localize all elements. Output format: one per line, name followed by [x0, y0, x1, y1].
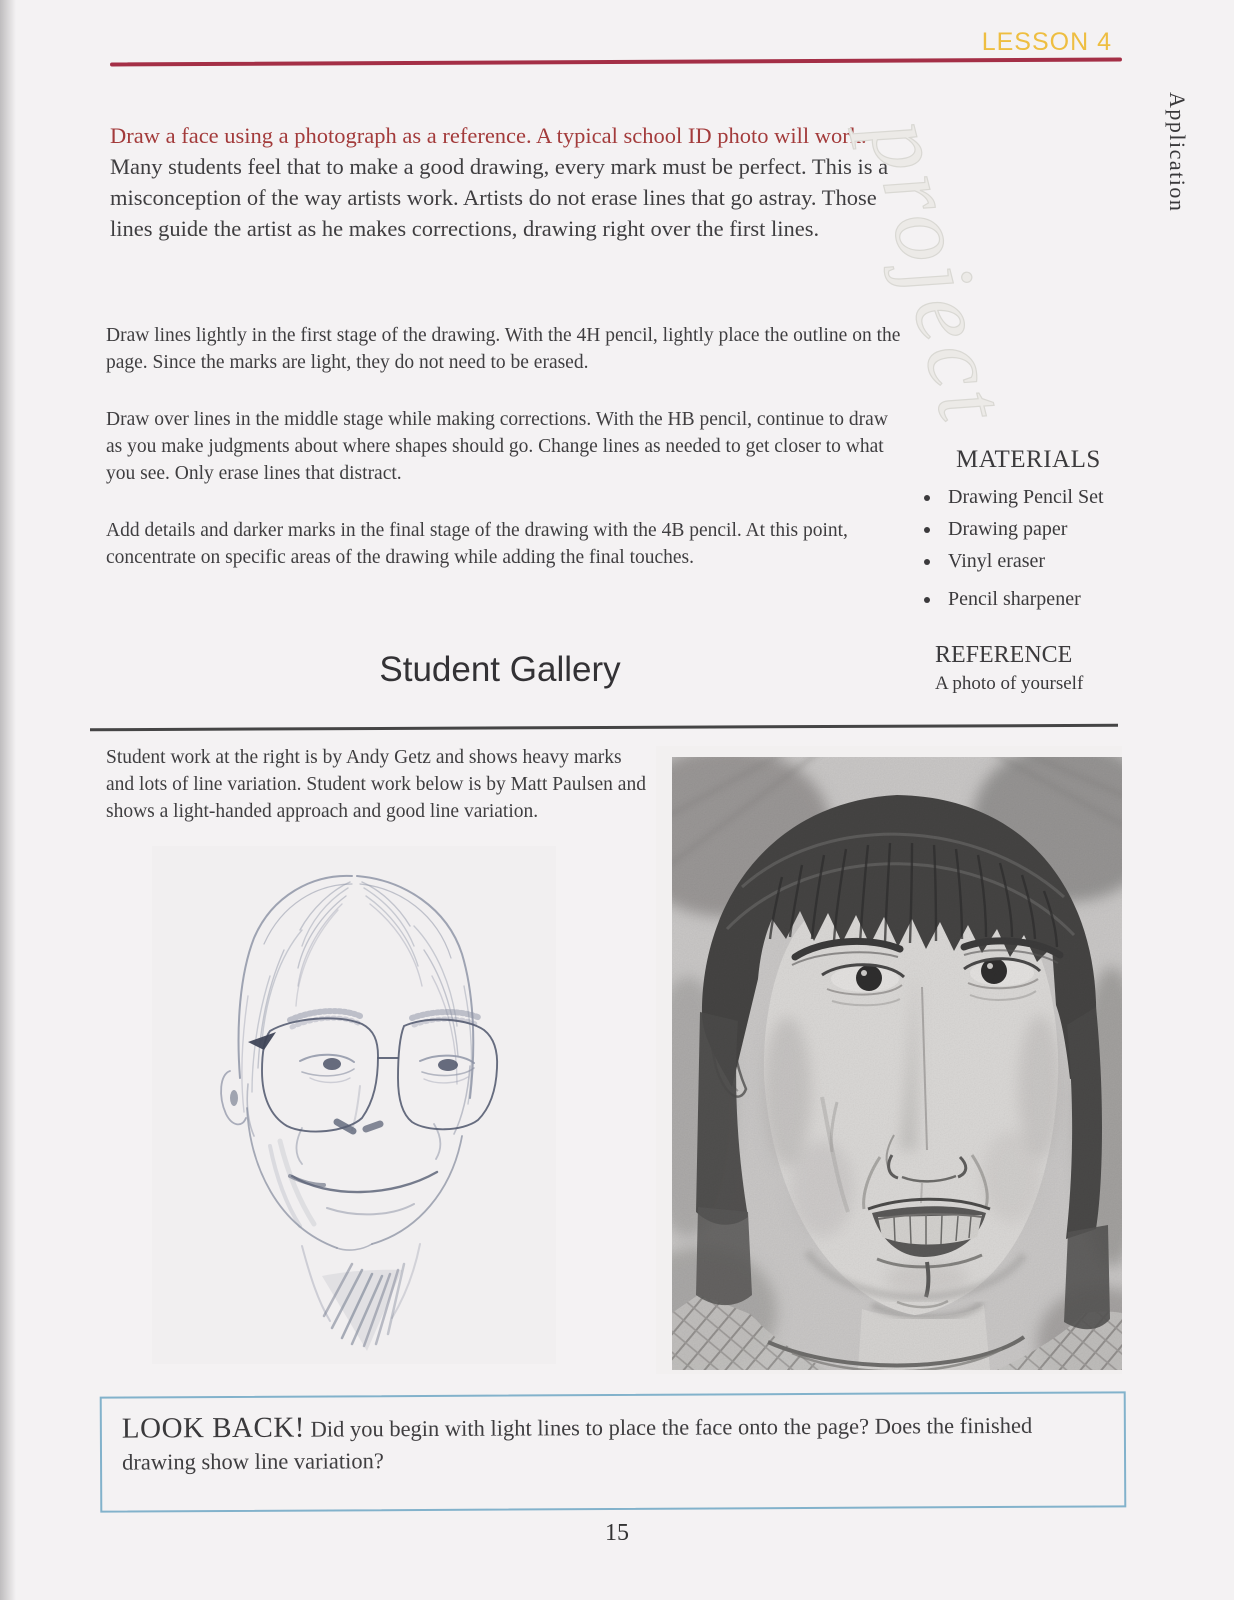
header-rule: [110, 58, 1122, 67]
reference-text: A photo of yourself: [935, 673, 1084, 694]
gallery-caption: Student work at the right is by Andy Getz and shows heavy marks and lots of line variation. Student work below is by Matt Paulsen and shows a light-handed approach and good line variation.: [106, 747, 646, 822]
student-drawing-light: [152, 846, 556, 1364]
reference-section: [935, 642, 1155, 695]
materials-title: MATERIALS: [956, 446, 1101, 473]
look-back-title: LOOK BACK!: [121, 1411, 305, 1445]
look-back-text: Did you begin with light lines to place the face onto the page? Does the finished drawing show line variation?: [121, 1412, 1033, 1475]
materials-list: [912, 482, 1127, 614]
light-sketch-portrait: [152, 846, 556, 1364]
step-middle-stage: Draw over lines in the middle stage while making corrections. With the HB pencil, continue to draw as you make judgments about where shapes should go. Change lines as needed to get closer to what you see. Only erase lines that distract.: [106, 409, 888, 484]
material-item: • Vinyl eraser: [942, 546, 1127, 576]
lesson-label: LESSON 4: [981, 28, 1112, 56]
student-gallery-title: Student Gallery: [379, 650, 621, 689]
reference-title: REFERENCE: [935, 642, 1073, 668]
look-back-box: [100, 1391, 1127, 1512]
step-first-stage: Draw lines lightly in the first stage of the drawing. With the 4H pencil, lightly place the outline on the page. Since the marks are light, they do not need to be erased.: [106, 325, 901, 373]
shaded-portrait: [672, 757, 1122, 1370]
material-item: • Drawing Pencil Set: [942, 482, 1127, 512]
materials-section: [912, 446, 1127, 616]
material-item: • Pencil sharpener: [942, 584, 1127, 614]
instruction-steps: [106, 322, 906, 601]
project-watermark: project: [849, 108, 1029, 436]
intro-body-text: Many students feel that to make a good drawing, every mark must be perfect. This is a misconception of the way artists work. Artists do not erase lines that go astray. Those lines guide the artist as he makes corrections, drawing right over the first lines.: [110, 154, 889, 241]
gallery-divider: [90, 724, 1118, 731]
page-number: 15: [605, 1520, 629, 1546]
intro-paragraph: [110, 120, 910, 244]
intro-lead-sentence: Draw a face using a photograph as a reference. A typical school ID photo will work.: [110, 123, 867, 148]
step-final-stage: Add details and darker marks in the final stage of the drawing with the 4B pencil. At this point, concentrate on specific areas of the drawing while adding the final touches.: [106, 520, 848, 568]
material-item: • Drawing paper: [942, 514, 1127, 544]
application-side-label: Application: [1165, 92, 1190, 213]
student-drawing-dark: [656, 746, 1122, 1374]
